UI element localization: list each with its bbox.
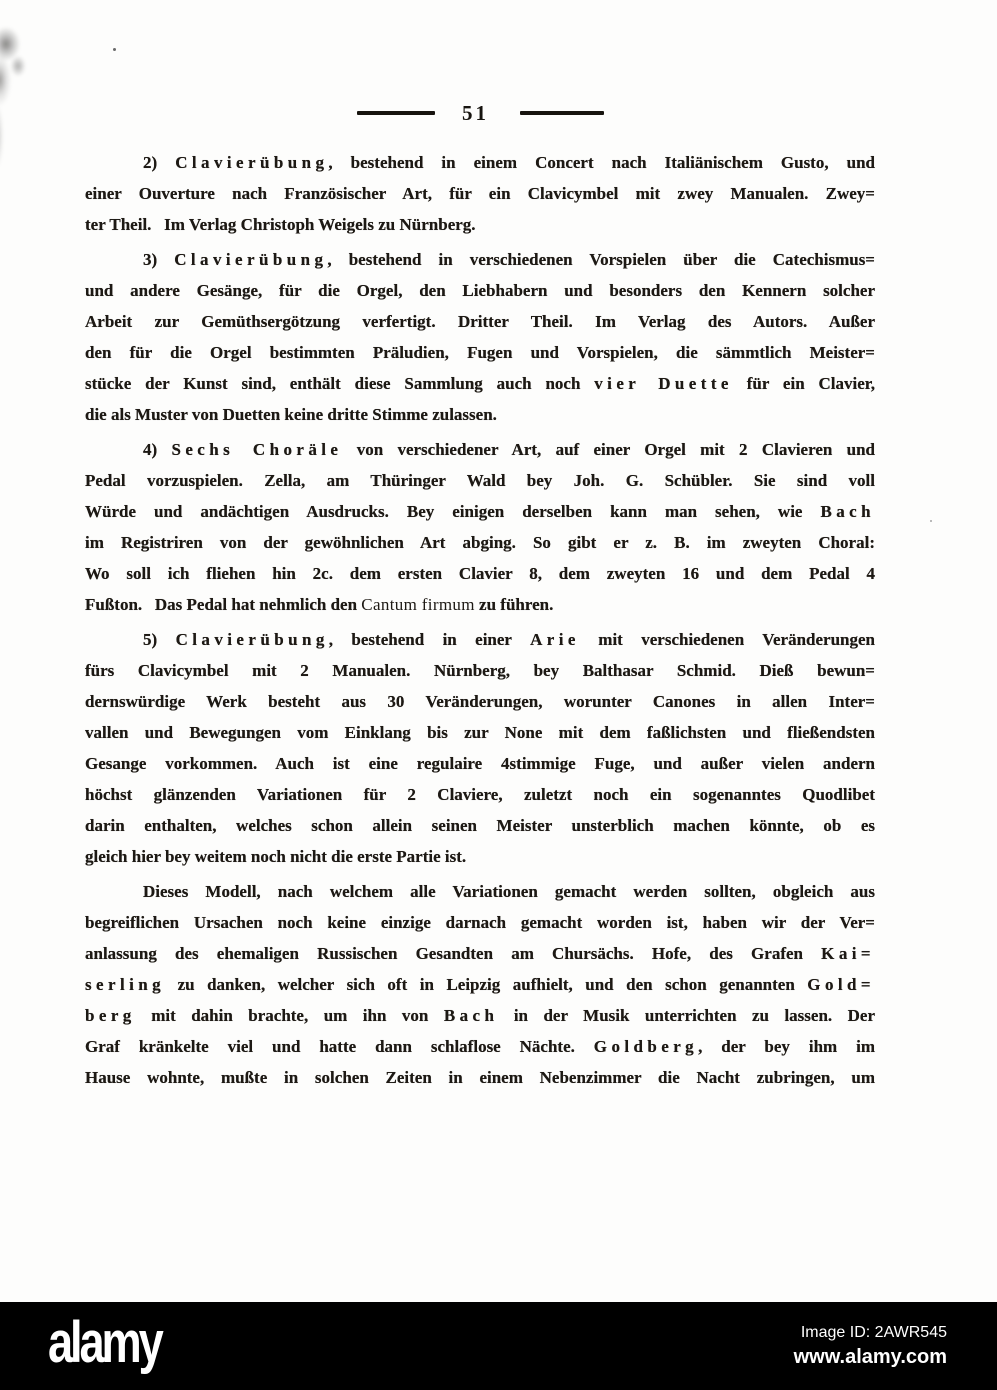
text-line xyxy=(85,558,875,589)
scan-speck xyxy=(930,520,932,522)
text-line xyxy=(85,938,875,969)
text-line xyxy=(85,779,875,810)
text-block xyxy=(85,147,875,1093)
text-segment: , bestehend in einem Concert nach Italiänischem Gusto, und xyxy=(328,153,875,172)
text-line xyxy=(85,1062,875,1093)
emphasized-text: Sechs Choräle xyxy=(171,440,343,459)
text-segment: Pedal vorzuspielen. Zella, am Thüringer Wald bey Joh. G. Schübler. Sie sind voll xyxy=(85,471,875,490)
text-segment: anlassung des ehemaligen Russischen Gesandten am Chursächs. Hofe, des Grafen xyxy=(85,944,822,963)
text-line xyxy=(85,399,875,430)
text-segment: fürs Clavicymbel mit 2 Manualen. Nürnberg, bey Balthasar Schmid. Dieß bewun= xyxy=(85,661,875,680)
text-line xyxy=(85,178,875,209)
page-header xyxy=(0,101,979,125)
text-line xyxy=(85,876,875,907)
emphasized-text: Arie xyxy=(530,630,580,649)
text-segment: die als Muster von Duetten keine dritte Stimme zulassen. xyxy=(85,405,497,424)
text-segment: vallen und Bewegungen vom Einklang bis zur None mit dem faßlichsten und fließendsten xyxy=(85,723,875,742)
text-line xyxy=(85,748,875,779)
text-segment: Wo soll ich fliehen hin 2c. dem ersten Clavier 8, dem zweyten 16 und dem Pedal 4 xyxy=(85,564,875,583)
paragraph-item-4 xyxy=(85,434,875,620)
alamy-logo: alamy xyxy=(48,1310,161,1375)
text-line xyxy=(85,275,875,306)
text-segment: von verschiedener Art, auf einer Orgel mit 2 Clavieren und xyxy=(342,440,875,459)
text-line xyxy=(85,209,875,240)
text-line xyxy=(85,1000,875,1031)
text-line xyxy=(85,434,875,465)
text-segment: begreiflichen Ursachen noch keine einzige darnach gemacht worden ist, haben wir der Ver= xyxy=(85,913,875,932)
text-line xyxy=(85,907,875,938)
text-segment: Gesange vorkommen. Auch ist eine regulaire 4stimmige Fuge, und außer vielen andern xyxy=(85,754,875,773)
emphasized-text: Bach xyxy=(443,1006,499,1025)
text-segment: 4) xyxy=(143,440,172,459)
text-line xyxy=(85,717,875,748)
text-segment: 2) xyxy=(143,153,176,172)
text-segment: 5) xyxy=(143,630,176,649)
text-line xyxy=(85,244,875,275)
text-segment: , bestehend in verschiedenen Vorspielen über die Catechismus= xyxy=(327,250,875,269)
text-segment: Hause wohnte, mußte in solchen Zeiten in einem Nebenzimmer die Nacht zubringen, um xyxy=(85,1068,875,1087)
text-line xyxy=(85,841,875,872)
text-segment: mit verschiedenen Veränderungen xyxy=(579,630,875,649)
emphasized-text: vier Duette xyxy=(594,374,733,393)
watermark-info xyxy=(794,1321,947,1371)
emphasized-text: Bach xyxy=(820,502,875,521)
text-line xyxy=(85,496,875,527)
text-line xyxy=(85,810,875,841)
text-segment: darin enthalten, welches schon allein seinen Meister unsterblich machen könnte, ob es xyxy=(85,816,875,835)
text-segment: Dieses Modell, nach welchem alle Variationen gemacht werden sollten, obgleich aus xyxy=(143,882,875,901)
text-line xyxy=(85,969,875,1000)
emphasized-text: Goldberg xyxy=(593,1037,699,1056)
text-segment: einer Ouverture nach Französischer Art, für ein Clavicymbel mit zwey Manualen. Zwey= xyxy=(85,184,875,203)
emphasized-text: Clavierübung xyxy=(174,250,328,269)
text-line xyxy=(85,589,875,620)
text-segment: Cantum firmum xyxy=(361,595,475,614)
text-line xyxy=(85,655,875,686)
text-segment: ter Theil. Im Verlag Christoph Weigels zu Nürnberg. xyxy=(85,215,476,234)
text-segment: , bestehend in einer xyxy=(328,630,531,649)
text-segment: für ein Clavier, xyxy=(732,374,875,393)
text-line xyxy=(85,306,875,337)
paragraph-item-5 xyxy=(85,624,875,872)
text-line xyxy=(85,337,875,368)
text-segment: Graf kränkelte viel und hatte dann schlaflose Nächte. xyxy=(85,1037,594,1056)
text-segment: in der Musik unterrichten zu lassen. Der xyxy=(498,1006,875,1025)
watermark-bar xyxy=(0,1302,997,1390)
text-line xyxy=(85,147,875,178)
paragraph-item-2 xyxy=(85,147,875,240)
text-segment: höchst glänzenden Variationen für 2 Claviere, zuletzt noch ein sogenanntes Quodlibet xyxy=(85,785,875,804)
emphasized-text: Kai= xyxy=(821,944,875,963)
header-rule-right xyxy=(520,111,604,115)
text-segment: zu danken, welcher sich oft in Leipzig aufhielt, und den schon genannten xyxy=(165,975,808,994)
text-segment: im Registriren von der gewöhnlichen Art abging. So gibt er z. B. im zweyten Choral: xyxy=(85,533,875,552)
text-segment: und andere Gesänge, für die Orgel, den Liebhabern und besonders den Kennern solcher xyxy=(85,281,875,300)
page-number: 51 xyxy=(462,101,489,125)
text-segment: Arbeit zur Gemüthsergötzung verfertigt. Dritter Theil. Im Verlag des Autors. Außer xyxy=(85,312,875,331)
text-line xyxy=(85,465,875,496)
paragraph-goldberg-origin xyxy=(85,876,875,1093)
text-segment: dernswürdige Werk besteht aus 30 Veränderungen, worunter Canones in allen Inter= xyxy=(85,692,875,711)
text-segment: Würde und andächtigen Ausdrucks. Bey einigen derselben kann man sehen, wie xyxy=(85,502,821,521)
emphasized-text: Clavierübung xyxy=(175,630,329,649)
text-segment: gleich hier bey weitem noch nicht die erste Partie ist. xyxy=(85,847,467,866)
scan-speck xyxy=(113,48,116,51)
text-line xyxy=(85,527,875,558)
text-segment: mit dahin brachte, um ihn von xyxy=(135,1006,444,1025)
text-line xyxy=(85,624,875,655)
scan-smudge xyxy=(0,18,50,188)
text-segment: stücke der Kunst sind, enthält diese Sammlung auch noch xyxy=(85,374,595,393)
paragraph-item-3 xyxy=(85,244,875,430)
text-segment: Fußton. Das Pedal hat nehmlich den xyxy=(85,595,362,614)
image-id: Image ID: 2AWR545 xyxy=(800,1324,947,1341)
header-rule-left xyxy=(357,111,435,115)
emphasized-text: berg xyxy=(85,1006,136,1025)
emphasized-text: Gold= xyxy=(807,975,875,994)
text-line xyxy=(85,368,875,399)
text-segment: den für die Orgel bestimmten Präludien, Fugen und Vorspielen, die sämmtlich Meister= xyxy=(85,343,875,362)
alamy-url: www.alamy.com xyxy=(793,1346,947,1368)
text-line xyxy=(85,686,875,717)
emphasized-text: Clavierübung xyxy=(175,153,329,172)
text-segment: , der bey ihm im xyxy=(698,1037,875,1056)
text-segment: 3) xyxy=(143,250,175,269)
text-line xyxy=(85,1031,875,1062)
emphasized-text: serling xyxy=(85,975,166,994)
text-segment: zu führen. xyxy=(474,595,554,614)
